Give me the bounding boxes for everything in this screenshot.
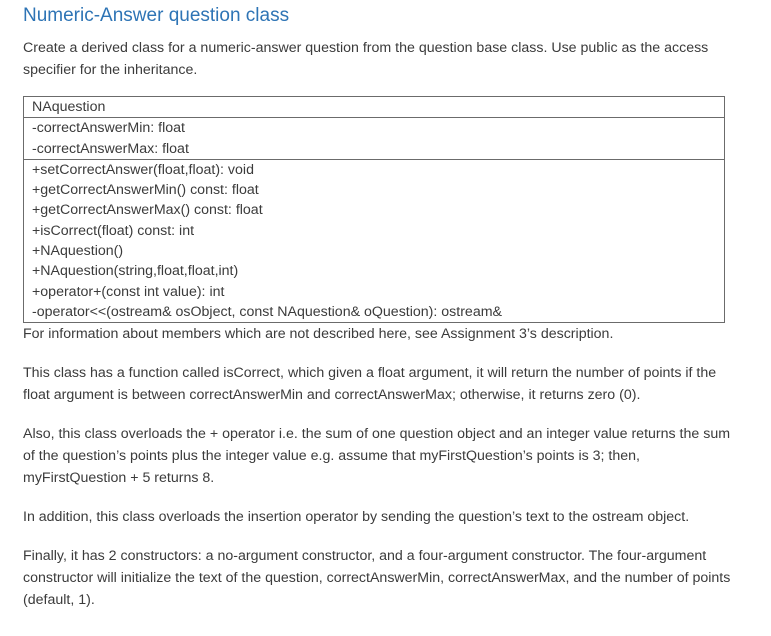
intro-paragraph: Create a derived class for a numeric-answer question from the question base class. Use public as the access specifier for the inheritance.	[23, 40, 709, 78]
uml-methods-cell	[24, 159, 725, 322]
body-paragraph: Finally, it has 2 constructors: a no-argument constructor, and a four-argument constructor. The four-argument constructor will initialize the text of the question, correctAnswerMin, correctAnswerMax, and the number of points (default, 1).	[23, 548, 731, 609]
uml-attribute: -correctAnswerMax: float	[32, 140, 189, 157]
document	[23, 0, 743, 611]
uml-class-diagram	[23, 96, 725, 323]
body-paragraph: This class has a function called isCorrect, which given a float argument, it will return the number of points if the float argument is between correctAnswerMin and correctAnswerMax; otherwise, it returns zero (0).	[23, 365, 717, 404]
uml-method: +setCorrectAnswer(float,float): void	[32, 161, 254, 178]
body-paragraph: In addition, this class overloads the insertion operator by sending the question’s text to the ostream object.	[23, 509, 690, 526]
uml-method: +NAquestion()	[32, 243, 124, 260]
uml-class-name-cell	[24, 97, 725, 118]
body-paragraph: Also, this class overloads the + operator i.e. the sum of one question object and an integer value returns the sum of the question’s points plus the integer value e.g. assume that myFirstQuestion’s points is 3; then, myFirstQuestion + 5 returns 8.	[23, 426, 731, 487]
uml-class-name: NAquestion	[32, 99, 106, 115]
uml-method: -operator<<(ostream& osObject, const NAquestion& oQuestion): ostream&	[32, 303, 502, 320]
uml-attribute: -correctAnswerMin: float	[32, 120, 185, 137]
uml-attributes-cell	[24, 118, 725, 160]
section-heading: Numeric-Answer question class	[23, 5, 290, 26]
note-paragraph: For information about members which are not described here, see Assignment 3’s description.	[23, 326, 614, 343]
uml-method: +NAquestion(string,float,float,int)	[32, 263, 239, 280]
uml-method: +isCorrect(float) const: int	[32, 222, 195, 239]
uml-method: +operator+(const int value): int	[32, 283, 225, 300]
uml-method: +getCorrectAnswerMin() const: float	[32, 182, 259, 199]
uml-method: +getCorrectAnswerMax() const: float	[32, 202, 263, 219]
